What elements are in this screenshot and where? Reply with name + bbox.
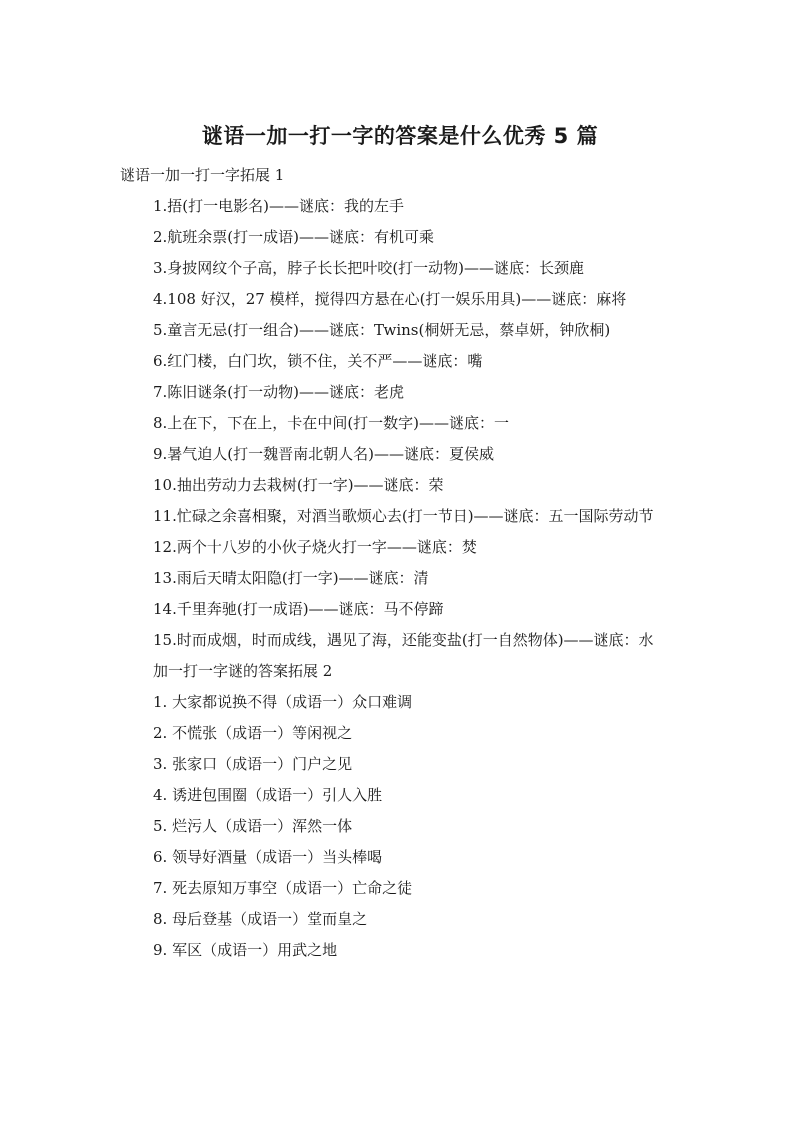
riddle-item-8: 8.上在下，下在上，卡在中间(打一数字)——谜底：一 (153, 414, 510, 432)
riddle-item-4: 4.108 好汉，27 模样，搅得四方悬在心(打一娱乐用具)——谜底：麻将 (153, 290, 627, 308)
riddle-item-13: 13.雨后天晴太阳隐(打一字)——谜底：清 (153, 569, 429, 587)
riddle-item-15: 15.时而成烟，时而成线，遇见了海，还能变盐(打一自然物体)——谜底：水 (153, 631, 654, 649)
idiom-item-2: 2. 不慌张（成语一）等闲视之 (153, 724, 353, 742)
riddle-item-7: 7.陈旧谜条(打一动物)——谜底：老虎 (153, 383, 405, 401)
idiom-item-8: 8. 母后登基（成语一）堂而皇之 (153, 910, 368, 928)
riddle-item-6: 6.红门楼，白门坎，锁不住，关不严——谜底：嘴 (153, 352, 483, 370)
riddle-item-11: 11.忙碌之余喜相聚，对酒当歌烦心去(打一节日)——谜底：五一国际劳动节 (153, 507, 654, 525)
idiom-item-4: 4. 诱进包围圈（成语一）引人入胜 (153, 786, 383, 804)
riddle-item-14: 14.千里奔驰(打一成语)——谜底：马不停蹄 (153, 600, 444, 618)
riddle-item-12: 12.两个十八岁的小伙子烧火打一字——谜底：焚 (153, 538, 477, 556)
riddle-item-9: 9.暑气迫人(打一魏晋南北朝人名)——谜底：夏侯威 (153, 445, 495, 463)
idiom-item-5: 5. 烂污人（成语一）浑然一体 (153, 817, 353, 835)
riddle-item-3: 3.身披网纹个子高，脖子长长把叶咬(打一动物)——谜底：长颈鹿 (153, 259, 585, 277)
idiom-item-1: 1. 大家都说换不得（成语一）众口难调 (153, 693, 413, 711)
riddle-item-2: 2.航班余票(打一成语)——谜底：有机可乘 (153, 228, 435, 246)
document-title: 谜语一加一打一字的答案是什么优秀 5 篇 (201, 124, 599, 148)
section-1-heading: 谜语一加一打一字拓展 1 (120, 166, 285, 184)
idiom-item-3: 3. 张家口（成语一）门户之见 (153, 755, 353, 773)
document-body (120, 160, 680, 966)
riddle-item-5: 5.童言无忌(打一组合)——谜底：Twins(桐妍无忌，蔡卓妍，钟欣桐) (153, 321, 611, 339)
idiom-item-9: 9. 军区（成语一）用武之地 (153, 941, 338, 959)
riddle-item-1: 1.捂(打一电影名)——谜底：我的左手 (153, 197, 405, 215)
idiom-item-7: 7. 死去原知万事空（成语一）亡命之徒 (153, 879, 413, 897)
section-2-heading: 加一打一字谜的答案拓展 2 (153, 662, 333, 680)
riddle-item-10: 10.抽出劳动力去栽树(打一字)——谜底：荣 (153, 476, 444, 494)
idiom-item-6: 6. 领导好酒量（成语一）当头棒喝 (153, 848, 383, 866)
